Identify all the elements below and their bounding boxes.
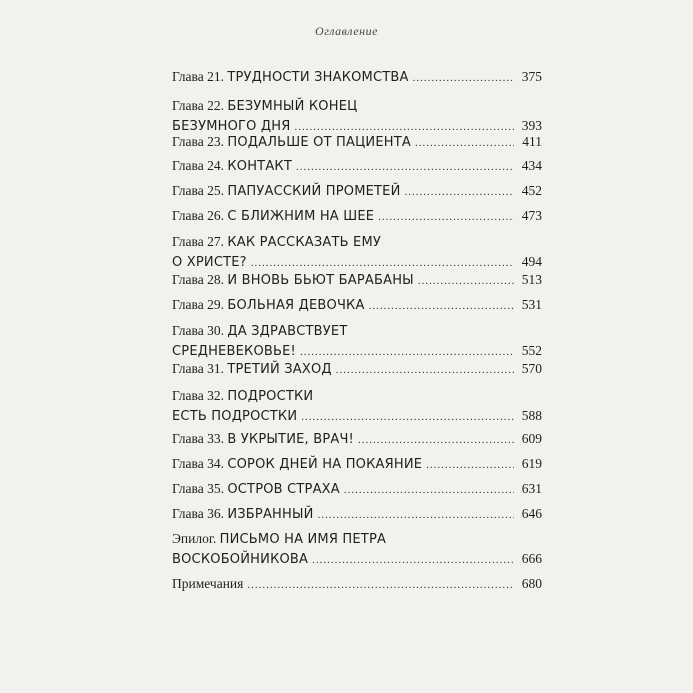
toc-entry (172, 96, 542, 137)
toc-entry-title: КАК РАССКАЗАТЬ ЕМУ (227, 235, 382, 250)
toc-entry-title: ДА ЗДРАВСТВУЕТ (227, 324, 348, 339)
toc-entry (172, 529, 542, 570)
dot-leader (426, 456, 514, 475)
toc-entry-title: ОСТРОВ СТРАХА (227, 482, 340, 497)
toc-entry-label: Глава 26. (172, 208, 224, 223)
toc-page-number: 680 (521, 576, 542, 591)
dot-leader (415, 134, 514, 153)
toc-entry-line (172, 386, 542, 406)
toc-entry-title: ТРЕТИЙ ЗАХОД (227, 362, 332, 377)
toc-entry-line (172, 232, 542, 252)
toc-page-number: 531 (521, 297, 542, 312)
toc-entry-title: И ВНОВЬ БЬЮТ БАРАБАНЫ (227, 273, 414, 288)
toc-entry-line (172, 574, 542, 595)
toc-entry-line (172, 454, 542, 475)
toc-page-number: 434 (521, 158, 542, 173)
toc-entry-title: ПАПУАССКИЙ ПРОМЕТЕЙ (227, 184, 401, 199)
toc-entry-title: ПИСЬМО НА ИМЯ ПЕТРА (219, 532, 387, 547)
toc-page-number: 375 (521, 69, 542, 84)
dot-leader (418, 272, 514, 291)
toc-page-number: 570 (521, 361, 542, 376)
toc-entry-title: БОЛЬНАЯ ДЕВОЧКА (227, 298, 365, 313)
toc-entry-line (172, 67, 542, 88)
dot-leader (312, 551, 514, 570)
toc-entry-label: Примечания (172, 576, 244, 591)
toc-entry-label: Глава 36. (172, 506, 224, 521)
dot-leader (247, 576, 514, 595)
toc-entry-line (172, 504, 542, 525)
toc-entry-label: Глава 34. (172, 456, 224, 471)
toc-entry (172, 132, 542, 153)
toc-entry (172, 504, 542, 525)
toc-page-number: 552 (521, 343, 542, 358)
toc-page-number: 588 (521, 408, 542, 423)
toc-entry-title: С БЛИЖНИМ НА ШЕЕ (227, 209, 375, 224)
toc-entry (172, 574, 542, 595)
toc-entry (172, 181, 542, 202)
toc-entry-title: ПОДРОСТКИ (227, 389, 314, 404)
toc-entry-label: Глава 31. (172, 361, 224, 376)
toc-entry-title: БЕЗУМНОГО ДНЯ (172, 119, 291, 134)
toc-page-number: 646 (521, 506, 542, 521)
toc-entry-label: Глава 35. (172, 481, 224, 496)
toc-page-number: 473 (521, 208, 542, 223)
toc-entry-title: ЕСТЬ ПОДРОСТКИ (172, 409, 298, 424)
toc-entry-line (172, 549, 542, 570)
toc-entry (172, 359, 542, 380)
toc-entry-line (172, 156, 542, 177)
toc-entry-title: КОНТАКТ (227, 159, 292, 174)
dot-leader (405, 183, 514, 202)
toc-entry-label: Глава 23. (172, 134, 224, 149)
toc-entry-line (172, 132, 542, 153)
dot-leader (378, 208, 514, 227)
toc-entry-label: Глава 30. (172, 323, 224, 338)
toc-entry-label: Глава 33. (172, 431, 224, 446)
toc-entry-title: ИЗБРАННЫЙ (227, 507, 314, 522)
toc-entry-line (172, 181, 542, 202)
toc-entry-line (172, 96, 542, 116)
dot-leader (301, 408, 514, 427)
toc-entry-title: ТРУДНОСТИ ЗНАКОМСТВА (227, 70, 409, 85)
dot-leader (296, 158, 514, 177)
toc-entry (172, 270, 542, 291)
toc-entry-title: В УКРЫТИЕ, ВРАЧ! (227, 432, 354, 447)
toc-entry-title: ПОДАЛЬШЕ ОТ ПАЦИЕНТА (227, 135, 411, 150)
running-head: Оглавление (315, 24, 378, 38)
dot-leader (344, 481, 514, 500)
toc-page-number: 513 (521, 272, 542, 287)
toc-entry-line (172, 321, 542, 341)
toc-entry (172, 429, 542, 450)
toc-entry (172, 156, 542, 177)
toc-entry (172, 295, 542, 316)
toc-entry-title: СОРОК ДНЕЙ НА ПОКАЯНИЕ (227, 457, 423, 472)
toc-entry (172, 321, 542, 362)
toc-entry-line (172, 270, 542, 291)
toc-entry-title: СРЕДНЕВЕКОВЬЕ! (172, 344, 296, 359)
toc-entry-label: Глава 21. (172, 69, 224, 84)
toc-entry (172, 479, 542, 500)
toc-page-number: 393 (521, 118, 542, 133)
toc-page-number: 666 (521, 551, 542, 566)
toc-entry-label: Эпилог. (172, 531, 217, 546)
toc-entry-line (172, 429, 542, 450)
toc-entry (172, 67, 542, 88)
dot-leader (369, 297, 514, 316)
toc-page-number: 631 (521, 481, 542, 496)
toc-entry (172, 232, 542, 273)
toc-entry-label: Глава 32. (172, 388, 224, 403)
dot-leader (336, 361, 514, 380)
toc-entry-label: Глава 27. (172, 234, 224, 249)
toc-entry-label: Глава 22. (172, 98, 224, 113)
table-of-contents (172, 0, 542, 693)
dot-leader (413, 69, 514, 88)
toc-entry (172, 386, 542, 427)
toc-entry-label: Глава 24. (172, 158, 224, 173)
toc-entry (172, 454, 542, 475)
toc-entry-line (172, 479, 542, 500)
toc-entry-title: ВОСКОБОЙНИКОВА (172, 552, 309, 567)
toc-entry (172, 206, 542, 227)
dot-leader (318, 506, 514, 525)
dot-leader (358, 431, 514, 450)
toc-entry-title: О ХРИСТЕ? (172, 255, 247, 270)
toc-entry-line (172, 295, 542, 316)
toc-entry-label: Глава 28. (172, 272, 224, 287)
toc-page-number: 452 (521, 183, 542, 198)
toc-entry-line (172, 359, 542, 380)
toc-entry-label: Глава 25. (172, 183, 224, 198)
toc-page-number: 494 (521, 254, 542, 269)
toc-page-number: 619 (521, 456, 542, 471)
toc-entry-label: Глава 29. (172, 297, 224, 312)
toc-entry-line (172, 529, 542, 549)
toc-page-number: 411 (522, 134, 542, 149)
toc-page-number: 609 (521, 431, 542, 446)
toc-entry-line (172, 206, 542, 227)
toc-entry-title: БЕЗУМНЫЙ КОНЕЦ (227, 99, 358, 114)
toc-entry-line (172, 406, 542, 427)
